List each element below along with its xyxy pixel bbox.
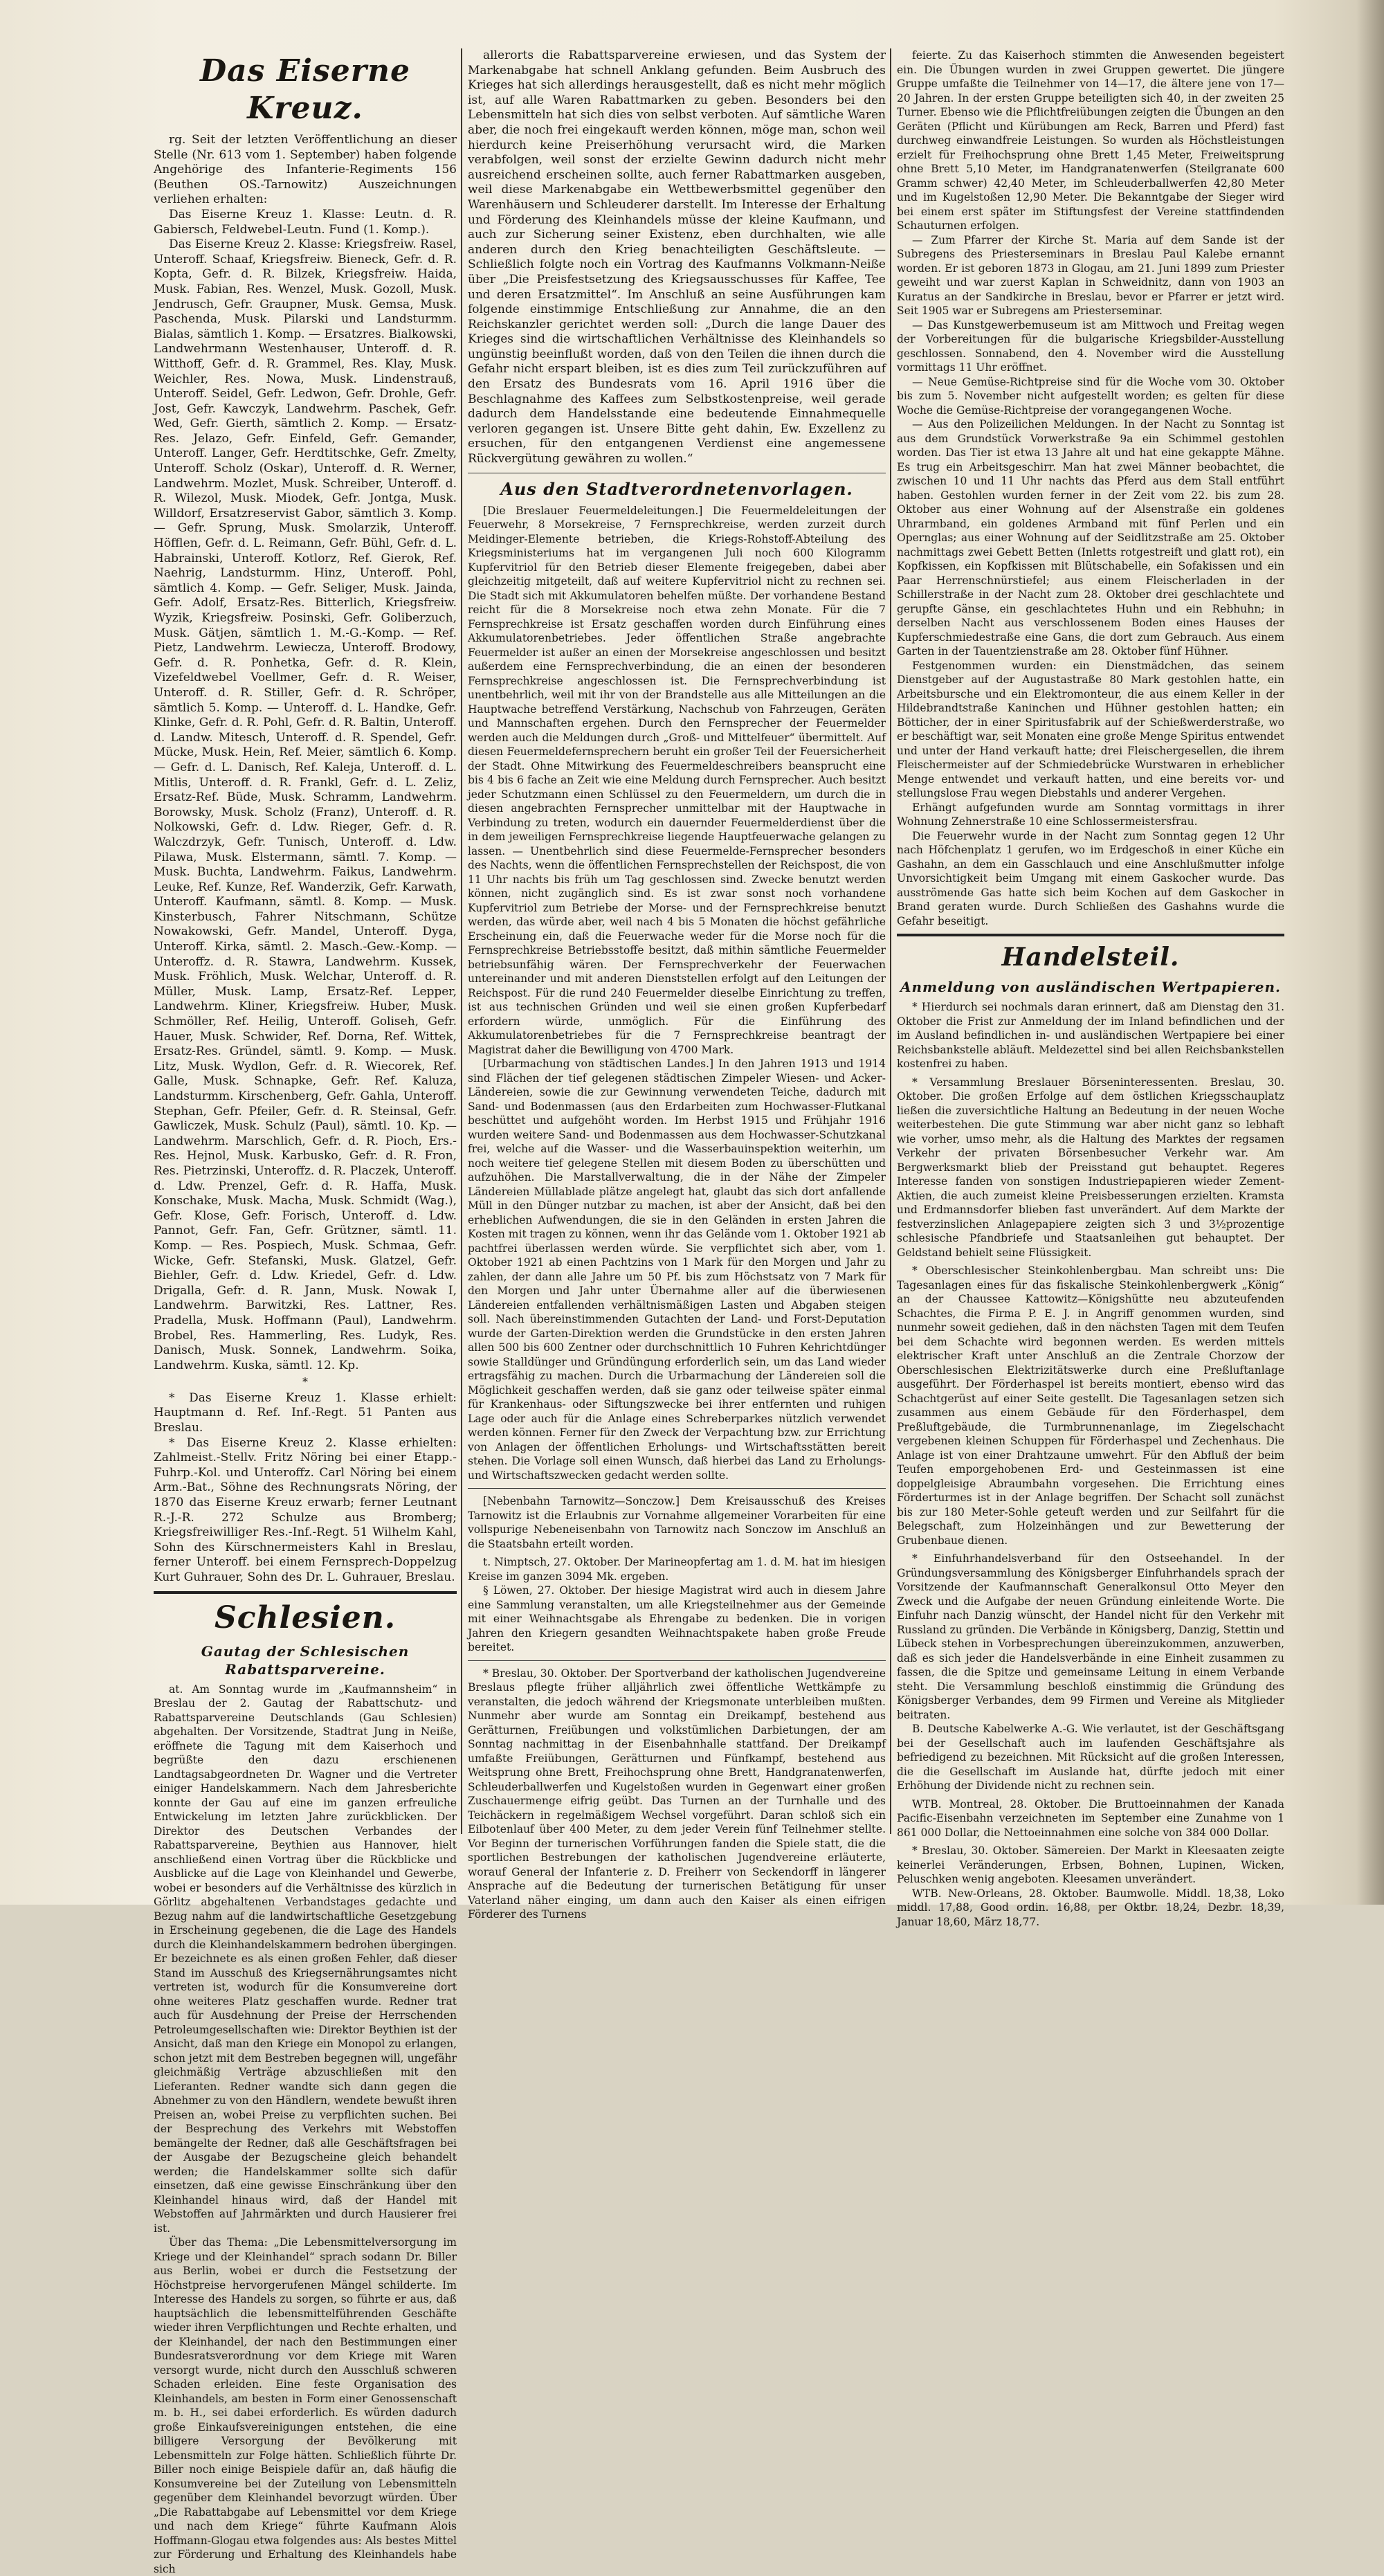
- article-paragraph: — Neue Gemüse-Richtpreise sind für die Woche vom 30. Oktober bis zum 5. November nicht aufgestellt worden; es gelten für diese Woche die Gemüse-Richtpreise der vorangegangenen Woche.: [897, 375, 1284, 417]
- article-paragraph: * Oberschlesischer Steinkohlenbergbau. Man schreibt uns: Die Tagesanlagen eines für das fiskalische Steinkohlenbergwerk „König“ an der Chaussee Kattowitz—Königshütte neu abzuteufenden Schachtes, die Firma P. E. J. in Angriff genommen wurden, sind nunmehr soweit gediehen, daß in den nächsten Tagen mit dem Teufen bei dem Schachte wird begonnen werden. Es werden mittels elektrischer Kraft unter Anschluß an die Zentrale Chorzow der Oberschlesischen Elektrizitätswerke durch eine Preßluftanlage ausgeführt. Der Förderhaspel ist bereits montiert, ebenso wird das Schachtgerüst auf einer Seite gestellt. Die Tagesanlagen setzen sich zusammen aus einem Gebäude für den Förderhaspel, dem Preßluftgebäude, die Turmbrunnenanlage, im Ziegelschacht vergebenen kleinen Schuppen für Förderhaspel und Zechenhaus. Die Anlage ist von einer Drahtzaune umwehrt. Für den Abfluß der beim Teufen emporgehobenen Erd- und Gesteinmassen ist eine doppelgleisige Abraumbahn vorgesehen. Die Errichtung eines Förderturmes ist in der Anlage begriffen. Der Schacht soll zunächst bis zur 180 Meter-Sohle geteuft werden und zur Seilfahrt für die Belegschaft, zum Holzeinhängen und zur Bewetterung der Grubenbaue dienen.: [897, 1264, 1284, 1547]
- section-rule: [154, 1591, 457, 1594]
- article-paragraph: — Aus den Polizeilichen Meldungen. In der Nacht zu Sonntag ist aus dem Grundstück Vorwerkstraße 9a ein Schimmel gestohlen worden. Das Tier ist etwa 13 Jahre alt und hat eine gekappte Mähne. Es trug ein Arbeitsgeschirr. Man hat zwei Männer beobachtet, die zwischen 10 und 11 Uhr nachts das Pferd aus dem Stall entführt haben. Gestohlen wurden ferner in der Zeit vom 22. bis zum 28. Oktober aus einer Wohnung auf der Alsenstraße ein goldenes Uhrarmband, ein goldenes Armband mit fünf Perlen und ein Opernglas; aus einer Wohnung auf der Seidlitzstraße am 25. Oktober nachmittags zwei Gebett Betten (Inletts rotgestreift und glatt rot), ein Kopfkissen, ein Kopfkissen mit Blütschabelle, ein Sofakissen und ein Paar Herrenschnürstiefel; aus einem Fleischerladen in der Schillerstraße in der Nacht zum 28. Oktober drei geschlachtete und gerupfte Gänse, ein geschlachtetes Huhn und ein Rebhuhn; in derselben Nacht aus verschlossenem Boden eines Hauses der Kupferschmiedestraße eine Gans, die dort zum Gebrauch. Aus einem Garten in der Tauentzienstraße am 28. Oktober fünf Hühner.: [897, 418, 1284, 657]
- subheading-gautag: Gautag der Schlesischen Rabattsparvereine.: [201, 1642, 410, 1678]
- column-middle: [468, 48, 886, 1921]
- article-paragraph: rg. Seit der letzten Veröffentlichung an dieser Stelle (Nr. 613 vom 1. September) haben folgende Angehörige des Infanterie-Regiments 156 (Beuthen OS.-Tarnowitz) Auszeichnungen verliehen erhalten:: [154, 133, 457, 207]
- article-paragraph: * Breslau, 30. Oktober. Der Sportverband der katholischen Jugendvereine Breslaus pflegte früher alljährlich zwei öffentliche Wettkämpfe zu veranstalten, die jedoch während der Kriegsmonate unterbleiben mußten. Nunmehr aber wurde am Sonntag ein Dreikampf, bestehend aus Gerätturnen, Freiübungen und volkstümlichen Darbietungen, der am Sonntag nachmittag in der Eisenbahnhalle stattfand. Der Dreikampf umfaßte Freiübungen, Gerätturnen und Fünfkampf, bestehend aus Weitsprung ohne Brett, Freihochsprung ohne Brett, Handgranatenwerfen, Schleuderballwerfen und Kugelstoßen wurden in Gegenwart einer großen Zuschauermenge eifrig geübt. Das Turnen an der Turnhalle und des Teichäckern in regelmäßigem Wechsel vorgeführt. Daran schloß sich ein Eilbotenlauf über 400 Meter, zu dem jeder Verein fünf Teilnehmer stellte. Vor Beginn der turnerischen Vorführungen fanden die Spiele statt, die die sportlichen Bestrebungen der katholischen Jugendvereine erläuterte, worauf General der Infanterie z. D. Freiherr von Seckendorff in längerer Ansprache auf die Bedeutung der turnerischen Betätigung für unser Vaterland näher einging, um dann auch den Kaiser als einen eifrigen Förderer des Turnens: [468, 1667, 886, 1921]
- heading-eiserne-kreuz: Das Eiserne Kreuz.: [200, 53, 410, 126]
- article-paragraph: * Das Eiserne Kreuz 2. Klasse erhielten: Zahlmeist.-Stellv. Fritz Nöring bei einer Etapp.-Fuhrp.-Kol. und Unteroffz. Carl Nöring bei einem Arm.-Bat., Söhne des Rechnungsrats Nöring, der 1870 das Eiserne Kreuz erwarb; ferner Leutnant R.-J.-R. 272 Schulze aus Bromberg; Kriegsfreiwilliger Res.-Inf.-Regt. 51 Wilhelm Kahl, Sohn des Kürschnermeisters Kahl in Breslau, ferner Unteroff. bei einem Fernsprech-Doppelzug Kurt Guhrauer, Sohn des Dr. L. Guhrauer, Breslau.: [154, 1435, 457, 1584]
- article-paragraph: t. Nimptsch, 27. Oktober. Der Marineopfertag am 1. d. M. hat im hiesigen Kreise im ganzen 3094 Mk. ergeben.: [468, 1556, 886, 1583]
- column-rule-2: [890, 48, 891, 1834]
- column-rule-1: [461, 48, 462, 1834]
- article-paragraph: Über das Thema: „Die Lebensmittelversorgung im Kriege und der Kleinhandel“ sprach sodann Dr. Biller aus Berlin, wobei er durch die Festsetzung der Höchstpreise hervorgerufenen Mängel schilderte. Im Interesse des Handels zu sorgen, so führte er aus, daß hauptsächlich die lebensmittelführenden Geschäfte wieder ihren Verpflichtungen und Rechte erhalten, und der Kleinhandel, der nach den Bestimmungen einer Bundesratsverordnung vor dem Kriege mit Waren versorgt wurde, nicht durch den Ausschluß schweren Schaden erleiden. Eine feste Organisation des Kleinhandels, am besten in Form einer Genossenschaft m. b. H., sei dabei erforderlich. Es würden dadurch große Einkaufsvereinigungen entstehen, die eine billigere Versorgung der Bevölkerung mit Lebensmitteln zur Folge hätten. Schließlich führte Dr. Biller noch einige Beispiele dafür an, daß häufig die Konsumvereine bei der Zuteilung von Lebensmitteln gegenüber dem Kleinhandel bevorzugt würden. Über „Die Rabattabgabe auf Lebensmittel vor dem Kriege und nach dem Kriege“ führte Kaufmann Alois Hoffmann-Glogau etwa folgendes aus: Als bestes Mittel zur Förderung und Erhaltung des Kleinhandels habe sich: [154, 2236, 457, 2575]
- article-paragraph: Festgenommen wurden: ein Dienstmädchen, das seinem Dienstgeber auf der Augustastraße 80 Mark gestohlen hatte, ein Arbeitsbursche und ein Elektromonteur, die aus einem Keller in der Hildebrandtstraße Kaninchen und Hühner gestohlen hatten; ein Bötticher, der in einer Spiritusfabrik auf der Schießwerderstraße, wo er beschäftigt war, seit Monaten eine große Menge Spiritus entwendet und unter der Hand verkauft hatte; drei Fleischergesellen, die ihrem Fleischermeister auf der Schmiedebrücke Wurstwaren in erheblicher Menge entwendet und verkauft hatten, und eine bereits vor- und stellungslose Frau wegen Diebstahls und anderer Vergehen.: [897, 659, 1284, 799]
- article-paragraph: WTB. Montreal, 28. Oktober. Die Bruttoeinnahmen der Kanada Pacific-Eisenbahn verzeichneten im September eine Zunahme von 1 861 000 Dollar, die Nettoeinnahmen eine solche von 384 000 Dollar.: [897, 1797, 1284, 1839]
- article-paragraph: [Nebenbahn Tarnowitz—Sonczow.] Dem Kreisausschuß des Kreises Tarnowitz ist die Erlaubnis zur Vornahme allgemeiner Vorarbeiten für eine vollspurige Nebeneisenbahn von Tarnowitz nach Sonczow im Anschluß an die Staatsbahn erteilt worden.: [468, 1495, 886, 1550]
- article-paragraph: Das Eiserne Kreuz 2. Klasse: Kriegsfreiw. Rasel, Unteroff. Schaaf, Kriegsfreiw. Bieneck, Gefr. d. R. Kopta, Gefr. d. R. Bilzek, Kriegsfreiw. Haida, Musk. Fabian, Res. Wenzel, Musk. Gozoll, Musk. Jendrusch, Gefr. Graupner, Musk. Gemsa, Musk. Paschenda, Musk. Pilarski und Landsturmm. Bialas, sämtlich 1. Komp. — Ersatzres. Bialkowski, Landwehrmann Westenhauser, Unteroff. d. R. Witthoff, Gefr. d. R. Grammel, Res. Klay, Musk. Weichler, Res. Nowa, Musk. Lindenstrauß, Unteroff. Seidel, Gefr. Ledwon, Gefr. Drohle, Gefr. Jost, Gefr. Kawczyk, Landwehrm. Paschek, Gefr. Wed, Gefr. Gierth, sämtlich 2. Komp. — Ersatz-Res. Jelazo, Gefr. Einfeld, Gefr. Gemander, Unteroff. Langer, Gefr. Herdtitschke, Gefr. Zmelty, Unteroff. Scholz (Oskar), Unteroff. d. R. Werner, Landwehrm. Mozlet, Musk. Schreiber, Unteroff. d. R. Wilezol, Musk. Miodek, Gefr. Jontga, Musk. Willdorf, Ersatzreservist Gabor, sämtlich 3. Komp. — Gefr. Sprung, Musk. Smolarzik, Unteroff. Höfflen, Gefr. d. L. Reimann, Gefr. Bühl, Gefr. d. L. Habrainski, Unteroff. Kotlorz, Ref. Gierok, Ref. Naehrig, Landsturmm. Hinz, Unteroff. Pohl, sämtlich 4. Komp. — Gefr. Seliger, Musk. Jainda, Gefr. Adolf, Ersatz-Res. Bitterlich, Kriegsfreiw. Wyzik, Kriegsfreiw. Posinski, Gefr. Goliberzuch, Musk. Gätjen, sämtlich 1. M.-G.-Komp. — Ref. Pietz, Landwehrm. Lewiecza, Unteroff. Brodowy, Gefr. d. R. Ponhetka, Gefr. d. R. Klein, Vizefeldwebel Voellmer, Gefr. d. R. Weiser, Unteroff. d. R. Stiller, Gefr. d. R. Schröper, sämtlich 5. Komp. — Unteroff. d. L. Handke, Gefr. Klinke, Gefr. d. R. Pohl, Gefr. d. R. Baltin, Unteroff. d. Landw. Mitesch, Unteroff. d. R. Spendel, Gefr. Mücke, Musk. Hein, Ref. Meier, sämtlich 6. Komp. — Gefr. d. L. Danisch, Ref. Kaleja, Unteroff. d. L. Mitlis, Unteroff. d. R. Frankl, Gefr. d. L. Zeliz, Ersatz-Ref. Büde, Musk. Schramm, Landwehrm. Borowsky, Musk. Scholz (Franz), Unteroff. d. R. Nolkowski, Gefr. d. Ldw. Rieger, Gefr. d. R. Walczdrzyk, Gefr. Tunisch, Unteroff. d. Ldw. Pilawa, Musk. Elstermann, sämtl. 7. Komp. — Musk. Buchta, Landwehrm. Faikus, Landwehrm. Leuke, Ref. Kunze, Ref. Wanderzik, Gefr. Karwath, Unteroff. Kaufmann, sämtl. 8. Komp. — Musk. Kinsterbusch, Fahrer Nitschmann, Schütze Nowakowski, Gefr. Mandel, Unteroff. Dyga, Unteroff. Kirka, sämtl. 2. Masch.-Gew.-Komp. — Unteroffz. d. R. Stawra, Landwehrm. Kussek, Musk. Fröhlich, Musk. Welchar, Unteroff. d. R. Müller, Musk. Lamp, Ersatz-Ref. Lepper, Landwehrm. Kliner, Kriegsfreiw. Huber, Musk. Schmöller, Ref. Heilig, Unteroff. Goliseh, Gefr. Hauer, Musk. Schwider, Ref. Dorna, Ref. Wittek, Ersatz-Res. Gründel, sämtl. 9. Komp. — Musk. Litz, Musk. Wydlon, Gefr. d. R. Wiecorek, Ref. Galle, Musk. Schnapke, Gefr. Ref. Kaluza, Landsturmm. Kirschenberg, Gefr. Gahla, Unteroff. Stephan, Gefr. Pfeiler, Gefr. d. R. Steinsal, Gefr. Gawliczek, Musk. Schulz (Paul), sämtl. 10. Kp. — Landwehrm. Marschlich, Gefr. d. R. Pioch, Ers.-Res. Hejnol, Musk. Karbusko, Gefr. d. R. Fron, Res. Pietrzinski, Unteroffz. d. R. Placzek, Unteroff. d. Ldw. Prenzel, Gefr. d. R. Haffa, Musk. Konschake, Musk. Macha, Musk. Schmidt (Wag.), Gefr. Klose, Gefr. Forisch, Unteroff. d. Ldw. Pannot, Gefr. Fan, Gefr. Grützner, sämtl. 11. Komp. — Res. Pospiech, Musk. Schmaa, Gefr. Wicke, Gefr. Stefanski, Musk. Glatzel, Gefr. Biehler, Gefr. d. Ldw. Kriedel, Gefr. d. Ldw. Drigalla, Gefr. d. R. Jann, Musk. Nowak I, Landwehrm. Barwitzki, Res. Lattner, Res. Pradella, Musk. Hoffmann (Paul), Landwehrm. Brobel, Res. Hammerling, Res. Ludyk, Res. Danisch, Musk. Sonnek, Landwehrm. Soika, Landwehrm. Kuska, sämtl. 12. Kp.: [154, 237, 457, 1372]
- article-paragraph: * Breslau, 30. Oktober. Sämereien. Der Markt in Kleesaaten zeigte keinerlei Veränderungen, Erbsen, Bohnen, Lupinen, Wicken, Peluschken wenig angeboten. Kleesamen unverändert.: [897, 1844, 1284, 1885]
- column-left: [154, 48, 457, 2575]
- separator-star: *: [302, 1375, 308, 1389]
- heading-stadtverordnetenvorlagen: Aus den Stadtverordnetenvorlagen.: [500, 478, 853, 499]
- article-paragraph: * Einfuhrhandelsverband für den Ostseehandel. In der Gründungsversammlung des Königsberger Einfuhrhandels sprach der Vorsitzende der Kaufmannschaft Generalkonsul Otto Meyer den Zweck und die Aufgabe der neuen Gründung einleitende Worte. Die Einfuhr nach Danzig wünscht, der Handel nicht für den Verkehr mit Russland zu gründen. Die Verbände in Königsberg, Danzig, Stettin und Lübeck stehen in Vorbesprechungen übereinzukommen, anzuwerben, daß es sich jeder die Handelsverbände in eine Einheit zusammen zu fassen, die die Spitze und gemeinsame Leitung in einem Verbande steht. Die Versammlung beschloß einstimmig die Gründung des Königsberger Verbandes, dem 99 Firmen und Vereine als Mitglieder beitraten.: [897, 1552, 1284, 1721]
- article-paragraph: Die Feuerwehr wurde in der Nacht zum Sonntag gegen 12 Uhr nach Höfchenplatz 1 gerufen, wo im Erdgeschoß in einer Küche ein Gashahn, an dem ein Gasschlauch und eine Anschlußmutter infolge Unvorsichtigkeit beim Umgang mit einem Gaskocher wurde. Das ausströmende Gas hatte sich beim Kochen auf dem Gaskocher in Brand geraten wurde. Durch Schließen des Gashahns wurde die Gefahr beseitigt.: [897, 829, 1284, 927]
- article-paragraph: WTB. New-Orleans, 28. Oktober. Baumwolle. Middl. 18,38, Loko middl. 17,88, Good ordin. 16,88, per Oktbr. 18,24, Dezbr. 18,39, Januar 18,60, März 18,77.: [897, 1887, 1284, 1928]
- article-paragraph: * Hierdurch sei nochmals daran erinnert, daß am Dienstag den 31. Oktober die Frist zur Anmeldung der im Inland befindlichen und der im Ausland befindlichen in- und ausländischen Wertpapiere bei einer Reichsbankstelle abläuft. Meldezettel sind bei allen Reichsbankstellen kostenfrei zu haben.: [897, 1001, 1284, 1070]
- article-paragraph: § Löwen, 27. Oktober. Der hiesige Magistrat wird auch in diesem Jahre eine Sammlung veranstalten, um alle Kriegsteilnehmer aus der Gemeinde mit einer Weihnachtsgabe als Ehrengabe zu bedenken. Die in vorigen Jahren den Kriegern gesandten Weihnachtspakete haben große Freude bereitet.: [468, 1584, 886, 1654]
- section-rule: [897, 934, 1284, 936]
- article-paragraph: B. Deutsche Kabelwerke A.-G. Wie verlautet, ist der Geschäftsgang bei der Gesellschaft auch im laufenden Geschäftsjahre als befriedigend zu bezeichnen. Mit Rücksicht auf die großen Interessen, die die Gesellschaft im Auslande hat, dürfte jedoch mit einer Erhöhung der Dividende nicht zu rechnen sein.: [897, 1723, 1284, 1792]
- section-rule: [468, 1488, 886, 1489]
- article-paragraph: [Urbarmachung von städtischen Landes.] In den Jahren 1913 und 1914 sind Flächen der tief gelegenen städtischen Zimpeler Wiesen- und Acker-Ländereien, sowie die zur Gewinnung verwendeten Teiche, dadurch mit Sand- und Bodenmassen (aus den Erdarbeiten zum Hochwasser-Flutkanal beschüttet und aufgehöht worden. Im Herbst 1915 und Frühjahr 1916 wurden weitere Sand- und Bodenmassen aus dem Hochwasser-Schutzkanal frei, welche auf die Wasser- und die Wasserbauinspektion weiterhin, um noch weitere tief gelegene Stellen mit diesem Boden zu überschütten und aufzuhöhen. Die Marstallverwaltung, die in der Nähe der Zimpeler Ländereien Müllablade plätze angelegt hat, glaubt das sich dort anfallende Müll in den Dünger nutzbar zu machen, ist aber der Ansicht, daß bei den erheblichen Aufwendungen, die sie in den Geländen in ersten Jahren die Kosten mit tragen zu können, wenn ihr das Gelände vom 1. Oktober 1921 ab pachtfrei überlassen werden würde. Sie verpflichtet sich aber, vom 1. Oktober 1921 ab einen Pachtzins von 1 Mark für den Morgen und Jahr zu zahlen, der dann alle Jahre um 50 Pf. bis zum Höchstsatz von 7 Mark für den Morgen und Jahr unter Übernahme aller auf die überwiesenen Ländereien entfallenden verhältnismäßigen Lasten und Abgaben steigen soll. Nach übereinstimmenden Gutachten der Land- und Forst-Deputation wurde der Garten-Direktion werden die Grundstücke in den ersten Jahren allen 500 bis 600 Zentner oder durchschnittlich 10 Fuhren Kehrichtdünger sowie Stalldünger und Gründüngung erforderlich sein, um das Land wieder ertragsfähig zu machen. Durch die Urbarmachung der Ländereien soll die Möglichkeit geschaffen werden, daß sie ganz oder teilweise später einmal für Krankenhaus- oder Siftungszwecke bei ihrer entfernten und ruhigen Lage oder auch für die Anlage eines Schreberparkes nützlich verwendet werden können. Ferner für den Zweck der Verpachtung bzw. zur Errichtung von Anlagen der öffentlichen Erholungs- und Wirtschaftsstätten bereit stehen. Die Vorlage soll einen Wunsch, daß hierbei das Land zu Erholungs- und Wirtschaftszwecken gedacht werden sollte.: [468, 1058, 886, 1482]
- article-paragraph: Das Eiserne Kreuz 1. Klasse: Leutn. d. R. Gabiersch, Feldwebel-Leutn. Fund (1. Komp.).: [154, 207, 457, 237]
- article-paragraph: at. Am Sonntag wurde im „Kaufmannsheim“ in Breslau der 2. Gautag der Rabattschutz- und Rabattsparvereine Deutschlands (Gau Schlesien) abgehalten. Der Vorsitzende, Stadtrat Jung in Neiße, eröffnete die Tagung mit dem Kaiserhoch und begrüßte den dazu erschienenen Landtagsabgeordneten Dr. Wagner und die Vertreter einiger Handelskammern. Nach dem Jahresberichte konnte der Gau auf eine im ganzen erfreuliche Entwickelung im letzten Jahre zurückblicken. Der Direktor des Deutschen Verbandes der Rabattsparvereine, Beythien aus Hannover, hielt anschließend einen Vortrag über die Rückblicke und Ausblicke auf die Lage von Kleinhandel und Gewerbe, wobei er besonders auf die Verhältnisse des kürzlich in Görlitz abgehaltenen Verbandstages gedachte und Bezug nahm auf die landwirtschaftliche Gesetzgebung in Erscheinung gegebenen, die die Lage des Handels durch die Kleinhandelskammern bedrohen übergingen. Er bezeichnete es als einen großen Fehler, daß dieser Stand im Ausschuß des Kriegsernährungsamtes nicht vertreten ist, wodurch für die Konsumvereine dort ohne weiteres Platz geschaffen wurde. Redner trat auch für Ausdehnung der Preise der Herrschenden Petroleumgesellschaften wie: Direktor Beythien ist der Ansicht, daß man den Kriege ein Monopol zu erlangen, schon jetzt mit dem Bestreben begegnen will, ungefähr gleichmäßig Verträge abzuschließen mit den Lieferanten. Redner wandte sich dann gegen die Abnehmer zu von den Händlern, wendete bewußt ihren Preisen an, wobei Preise zu verpflichten suchen. Bei der Besprechung des Verkehrs mit Webstoffen bemängelte der Redner, daß alle Geschäftsfragen bei der Ausgabe der Bezugscheine gleich behandelt werden; die Handelskammer sollte sich dafür einsetzen, daß eine gewisse Einschränkung über den Kleinhandel hinaus wird, daß der Handel mit Webstoffen auf Jahrmärkten und durch Hausierer frei ist.: [154, 1682, 457, 2235]
- article-paragraph: — Zum Pfarrer der Kirche St. Maria auf dem Sande ist der Subregens des Priesterseminars in Breslau Paul Kalebe ernannt worden. Er ist geboren 1873 in Glogau, am 21. Juni 1899 zum Priester geweiht und war zuerst Kaplan in Schweidnitz, dann von 1903 an Kuratus an der Sandkirche in Breslau, bevor er Pfarrer er jetzt wird. Seit 1905 war er Subregens am Priesterseminar.: [897, 233, 1284, 317]
- article-paragraph: — Das Kunstgewerbemuseum ist am Mittwoch und Freitag wegen der Vorbereitungen für die bulgarische Kriegsbilder-Ausstellung geschlossen. Sonnabend, den 4. November wird die Ausstellung vormittags 11 Uhr eröffnet.: [897, 318, 1284, 374]
- page-edge-shadow: [1356, 0, 1384, 1905]
- column-right: [897, 48, 1284, 1928]
- article-paragraph: Erhängt aufgefunden wurde am Sonntag vormittags in ihrer Wohnung Zehnerstraße 10 eine Schlossermeistersfrau.: [897, 801, 1284, 828]
- heading-schlesien: Schlesien.: [214, 1599, 397, 1635]
- article-paragraph: feierte. Zu das Kaiserhoch stimmten die Anwesenden begeistert ein. Die Übungen wurden in zwei Gruppen gewertet. Die jüngere Gruppe umfaßte die Teilnehmer von 14—17, die ältere jene von 17—20 Jahren. In der ersten Gruppe beteiligten sich 40, in der zweiten 25 Turner. Ebenso wie die Pflichtfreiübungen zeigten die Übungen an den Geräten (Pflicht und Kürübungen am Reck, Barren und Pferd) fast durchweg einwandfreie Leistungen. So wurden als Höchstleistungen erzielt für Freihochsprung ohne Brett 1,45 Meter, Freiweitsprung ohne Brett 5,10 Meter, im Handgranatenwerfen (Steilgranate 600 Gramm schwer) 42,40 Meter, im Schleuderballwerfen 42,80 Meter und im Kugelstoßen 12,90 Meter. Die Bekanntgabe der Sieger wird bei einem erst später im Stiftungsfest der Vereine stattfindenden Schauturnen erfolgen.: [897, 49, 1284, 232]
- article-paragraph: [Die Breslauer Feuermeldeleitungen.] Die Feuermeldeleitungen der Feuerwehr, 8 Morsekreise, 7 Fernsprechkreise, werden zurzeit durch Meidinger-Elemente betrieben, die Kriegs-Rohstoff-Abteilung des Kriegsministeriums hat im vergangenen Juli noch 600 Kilogramm Kupfervitriol für den Betrieb dieser Elemente freigegeben, dabei aber gleichzeitig mitgeteilt, daß auf weitere Kupfervitriol nicht zu rechnen sei. Die Stadt sich mit Akkumulatoren behelfen müßte. Der vorhandene Bestand reicht für die 8 Morsekreise noch etwa zehn Monate. Für die 7 Fernsprechkreise ist Ersatz geschaffen worden durch Einführung eines Akkumulatorenbetriebes. Jeder öffentlichen Straße angebrachte Feuermelder ist außer an einen der Morsekreise angeschlossen und besitzt außerdem eine Fernsprechverbindung, die an einen der besonderen Fernsprechkreise angeschlossen ist. Die Fernsprechverbindung ist unentbehrlich, weil mit ihr von der Brandstelle aus alle Mitteilungen an die Hauptwache betreffend Verstärkung, Nachschub von Fahrzeugen, Geräten und Mannschaften ergehen. Durch den Fernsprecher der Feuermelder werden auch die Meldungen durch „Groß- und Mittelfeuer“ übermittelt. Auf diesen Feuermeldefernsprechern beruht ein großer Teil der Feuersicherheit der Stadt. Ohne Mitwirkung des Feuermeldeschreibers beansprucht eine bis 4 bis 6 fache an Zeit wie eine Meldung durch Fernsprecher. Auch besitzt jeder Schutzmann einen Schlüssel zu den Feuermeldern, um durch die in diesen angebrachten Fernsprecher unmittelbar mit der Hauptwache in Verbindung zu treten, wodurch ein dauernder Feuermelderdienst über die in dem jeweiligen Fernsprechkreise liegende Hauptfeuerwache gelangen zu lassen. — Unentbehrlich sind diese Feuermelde-Fernsprecher besonders des Nachts, wenn die öffentlichen Fernsprechstellen der Reichspost, die von 11 Uhr nachts bis früh um Tag geschlossen sind. Zwecke benutzt werden können, nicht zugänglich sind. Es ist zwar sonst noch vorhandene Kupfervitriol zum Betriebe der Morse- und der Fernsprechkreise benutzt werden, das würde aber, weil nach 4 bis 5 Monaten die höchst gefährliche Erscheinung ein, daß die Feuerwache weder für die Morse noch für die Fernsprechkreise Betriebsstoffe besitzt, daß mithin sämtliche Feuermelder betriebsunfähig wären. Der Fernsprechverkehr der Feuerwachen untereinander und mit anderen Dienststellen erfolgt auf den Leitungen der Reichspost. Für die rund 240 Feuermelder dieselbe Einrichtung zu treffen, ist aus technischen Gründen und weil sie einen großen Kupferbedarf erfordern würde, unmöglich. Für die Einführung des Akkumulatorenbetriebes für die 7 Fernsprechkreise beantragt der Magistrat daher die Bewilligung von 4700 Mark.: [468, 504, 886, 1056]
- article-paragraph: allerorts die Rabattsparvereine erwiesen, und das System der Markenabgabe hat schnell Anklang gefunden. Beim Ausbruch des Krieges hat sich allerdings herausgestellt, daß es nicht mehr möglich ist, auf alle Waren Rabattmarken zu geben. Besonders bei den Lebensmitteln hat sich dies von selbst verboten. Auf sämtliche Waren aber, die noch frei eingekauft werden können, möge man, schon weil hierdurch keine Preiserhöhung verursacht wird, die Marken verabfolgen, weil sonst der erzielte Gewinn dadurch nicht mehr ausreichend erscheinen sollte, auch ferner Rabattmarken ausgeben, weil diese Markenabgabe ein Wettbewerbsmittel gegenüber den Warenhäusern und Schleuderer darstellt. Im Interesse der Erhaltung und Förderung des Kleinhandels müsse der kleine Kaufmann, und auch zur Sicherung seiner Existenz, eben durchhalten, wie alle anderen durch den Krieg benachteiligten Geschäftsleute. — Schließlich folgte noch ein Vortrag des Kaufmanns Volkmann-Neiße über „Die Preisfestsetzung des Kriegsausschusses für Kaffee, Tee und deren Ersatzmittel“. Im Anschluß an seine Ausführungen kam folgende einstimmige Entschließung zur Annahme, die an den Reichskanzler gerichtet werden soll: „Durch die lange Dauer des Krieges sind die wirtschaftlichen Verhältnisse des Kleinhandels so ungünstig beeinflußt worden, daß von den Teilen die ihnen durch die Gefahr nicht erspart bleiben, ist es dies zum Teil zurückzuführen auf den Ersatz des Bundesrats vom 16. April 1916 über die Beschlagnahme des Kaffees zum Selbstkostenpreise, weil gerade dadurch dem Handelsstande eine bedeutende Einnahmequelle verloren gegangen ist. Unsere Bitte geht dahin, Ew. Exzellenz zu ersuchen, für den entgangenen Verdienst eine angemessene Rückvergütung gewähren zu wollen.“: [468, 48, 886, 466]
- subheading-anmeldung: Anmeldung von ausländischen Wertpapieren.: [900, 979, 1281, 995]
- article-paragraph: * Das Eiserne Kreuz 1. Klasse erhielt: Hauptmann d. Ref. Inf.-Regt. 51 Panten aus Breslau.: [154, 1390, 457, 1435]
- article-paragraph: * Versammlung Breslauer Börseninteressenten. Breslau, 30. Oktober. Die großen Erfolge auf dem östlichen Kriegsschauplatz ließen die zuversichtliche Haltung an Bedeutung in der neuen Woche weiterbestehen. Die gute Stimmung war aber nicht ganz so lebhaft wie vorher, umso mehr, als die Haltung des Marktes der regsamen Verkehr der privaten Börsenbesucher Verkehr war. Am Bergwerksmarkt blieb der Preisstand gut behauptet. Regeres Interesse fanden von sonstigen Industriepapieren wieder Zement-Aktien, die auch zumeist kleine Preisbesserungen erzielten. Kramsta und Erdmannsdorfer blieben fast unverändert. Auf dem Markte der festverzinslichen Anlagepapiere zeigten sich 3 und 3½prozentige schlesische Pfandbriefe und Staatsanleihen gut behauptet. Der Geldstand behielt seine Flüssigkeit.: [897, 1076, 1284, 1259]
- section-rule: [468, 1660, 886, 1661]
- heading-handelsteil: Handelsteil.: [1001, 943, 1180, 972]
